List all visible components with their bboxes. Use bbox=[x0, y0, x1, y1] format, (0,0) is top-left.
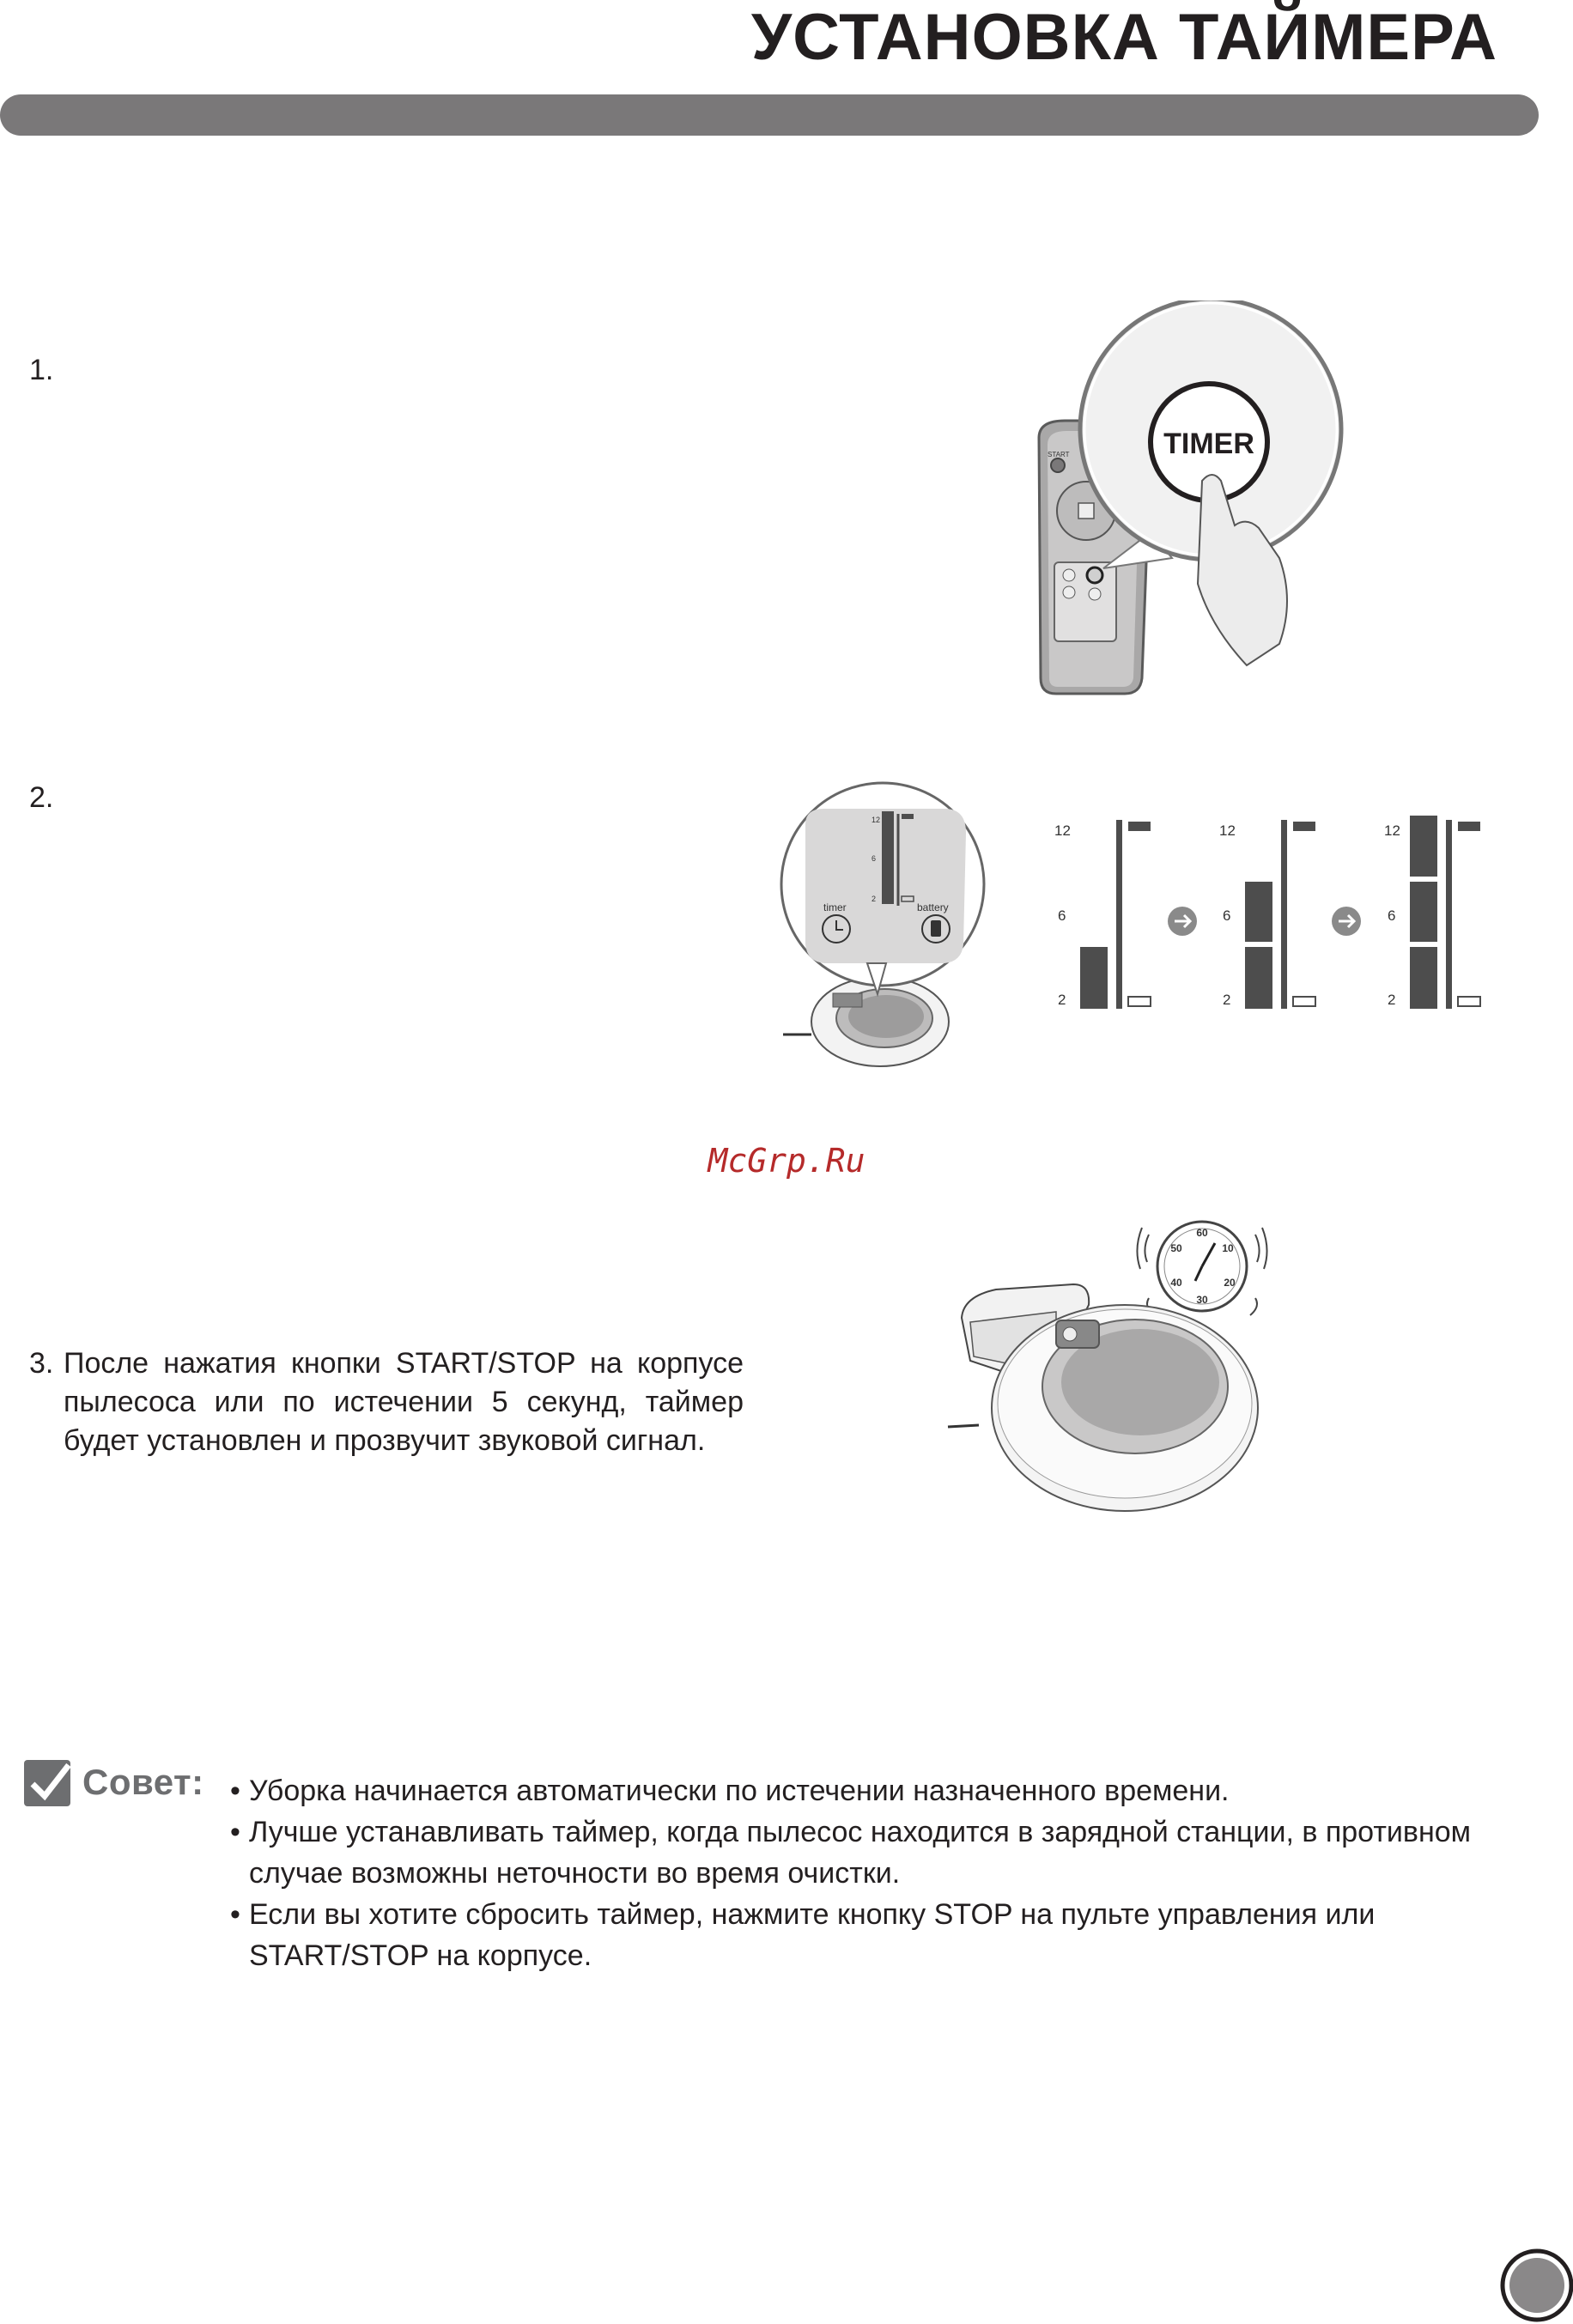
watermark: McGrp.Ru bbox=[708, 1142, 865, 1180]
tip-item: • Уборка начинается автоматически по истечении назначенного времени. bbox=[230, 1770, 1535, 1811]
dial-number: 10 bbox=[1222, 1242, 1234, 1254]
timer-level-panel-2 bbox=[1219, 820, 1315, 1009]
timer-bar-12h bbox=[1410, 816, 1437, 877]
dial-number: 40 bbox=[1170, 1277, 1182, 1289]
scale-label-12: 12 bbox=[1054, 822, 1071, 839]
timer-bar-2h bbox=[1410, 947, 1437, 1009]
zoom-tick-12: 12 bbox=[872, 816, 881, 824]
robot-sound-illustration bbox=[944, 1211, 1288, 1528]
dial-number: 20 bbox=[1224, 1277, 1236, 1289]
checkmark-icon bbox=[24, 1758, 72, 1806]
step-3-number: 3. bbox=[29, 1347, 54, 1380]
zoom-battery-label: battery bbox=[917, 901, 949, 913]
step-1-number: 1. bbox=[29, 354, 54, 386]
battery-empty-icon bbox=[1458, 997, 1480, 1006]
remote-timer-illustration bbox=[1022, 300, 1365, 713]
tip-label: Совет: bbox=[82, 1762, 204, 1802]
timer-level-panel-1 bbox=[1054, 820, 1151, 1009]
dial-number: 30 bbox=[1196, 1294, 1208, 1306]
battery-full-icon bbox=[1293, 822, 1315, 831]
scale-label-6: 6 bbox=[1223, 907, 1231, 924]
scale-label-2: 2 bbox=[1058, 992, 1066, 1008]
scale-label-6: 6 bbox=[1388, 907, 1396, 924]
scale-label-2: 2 bbox=[1223, 992, 1231, 1008]
title-bar bbox=[0, 94, 1539, 136]
timer-bar-2h bbox=[1080, 947, 1108, 1009]
timer-level-diagrams bbox=[1039, 807, 1503, 1013]
scale-label-12: 12 bbox=[1384, 822, 1400, 839]
page-corner-circle bbox=[1494, 2241, 1573, 2324]
dial-number: 60 bbox=[1196, 1227, 1208, 1239]
tip-item: • Если вы хотите сбросить таймер, нажмите кнопку STOP на пульте управления или START/STOP на корпусе. bbox=[230, 1894, 1535, 1976]
battery-full-icon bbox=[1128, 822, 1151, 831]
scale-label-2: 2 bbox=[1388, 992, 1396, 1008]
step-2-number: 2. bbox=[29, 781, 54, 814]
timer-bar-6h bbox=[1410, 882, 1437, 942]
page-title: УСТАНОВКА ТАЙМЕРА bbox=[750, 1, 1497, 74]
remote-start-label: START bbox=[1048, 451, 1070, 458]
zoom-timer-scale bbox=[882, 811, 894, 904]
dial-number: 50 bbox=[1170, 1242, 1182, 1254]
timer-button-label: TIMER bbox=[1163, 428, 1254, 460]
step-3 bbox=[29, 1344, 744, 1460]
tip-header bbox=[24, 1758, 204, 1806]
stopwatch-icon bbox=[1137, 1222, 1266, 1315]
battery-full-icon bbox=[1458, 822, 1480, 831]
zoom-tick-2: 2 bbox=[872, 895, 877, 903]
zoom-tick-6: 6 bbox=[872, 854, 877, 863]
battery-empty-icon bbox=[1128, 997, 1151, 1006]
zoom-timer-label: timer bbox=[823, 901, 847, 913]
timer-bar-2h bbox=[1245, 947, 1272, 1009]
scale-label-12: 12 bbox=[1219, 822, 1236, 839]
tip-list bbox=[230, 1770, 1535, 1976]
robot-display-illustration bbox=[773, 773, 996, 1099]
scale-label-6: 6 bbox=[1058, 907, 1066, 924]
battery-empty-icon bbox=[1293, 997, 1315, 1006]
step-3-text: После нажатия кнопки START/STOP на корпусе пылесоса или по истечении 5 секунд, таймер будет установлен и прозвучит звуковой сигнал. bbox=[64, 1347, 744, 1457]
timer-level-panel-3 bbox=[1384, 816, 1480, 1009]
timer-bar-6h bbox=[1245, 882, 1272, 942]
tip-item: • Лучше устанавливать таймер, когда пылесос находится в зарядной станции, в противном случае возможны неточности во время очистки. bbox=[230, 1811, 1535, 1894]
